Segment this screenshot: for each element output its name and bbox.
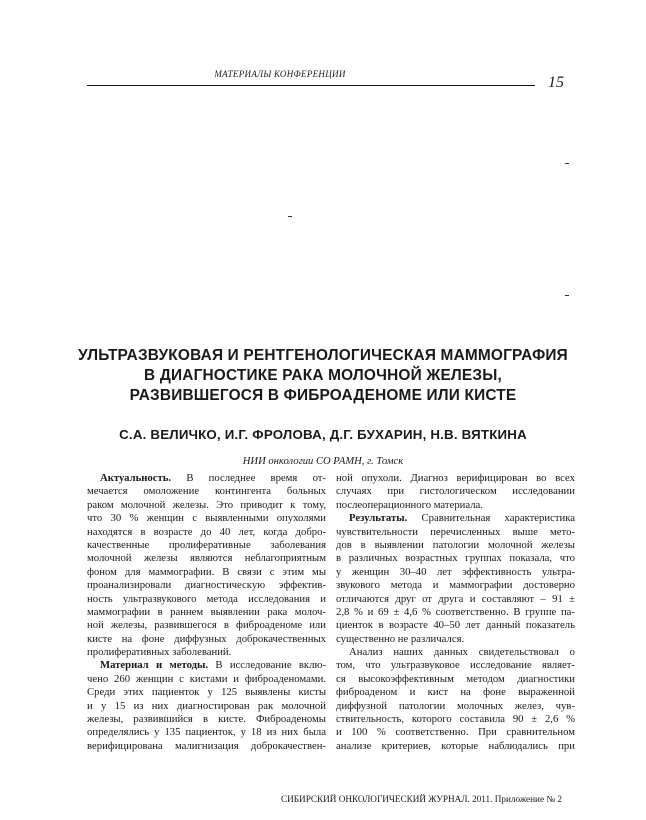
line-text: ся высокоэффективным методом диагностики: [336, 672, 575, 685]
title-line: УЛЬТРАЗВУКОВАЯ И РЕНТГЕНОЛОГИЧЕСКАЯ МАММОГРАФИЯ: [78, 347, 568, 364]
text-line: [87, 659, 326, 672]
title-line: В ДИАГНОСТИКЕ РАКА МОЛОЧНОЙ ЖЕЛЕЗЫ,: [144, 367, 502, 384]
line-text: звукового метода и маммографии достоверно: [336, 579, 575, 592]
section-heading: Материал и методы.: [100, 659, 209, 672]
line-text: циенток в возрасте 40–50 лет данный показатель: [336, 619, 575, 632]
text-line: [336, 713, 575, 726]
text-line: [336, 700, 575, 713]
text-line: [87, 606, 326, 619]
text-line: [336, 726, 575, 739]
text-line: [87, 593, 326, 606]
authors: С.А. ВЕЛИЧКО, И.Г. ФРОЛОВА, Д.Г. БУХАРИН, Н.В. ВЯТКИНА: [119, 427, 527, 442]
line-text: маммографии в раннем выявлении рака молоч-: [87, 605, 326, 618]
text-line: [87, 619, 326, 632]
section-heading: Актуальность.: [100, 472, 172, 484]
line-text: качественные пролиферативные заболевания: [87, 538, 326, 551]
line-text: ной опухоли. Диагноз верифицирован во всех: [336, 472, 575, 484]
line-text: Анализ наших данных свидетельствовал о: [349, 646, 575, 659]
text-line: [336, 646, 575, 659]
line-text: чувствительности перечисленных выше мето-: [336, 525, 575, 538]
line-text: железы, развившийся в кисте. Фиброаденомы: [87, 713, 326, 726]
title-line: РАЗВИВШЕГОСЯ В ФИБРОАДЕНОМЕ ИЛИ КИСТЕ: [129, 387, 517, 404]
line-text: существенно не различался.: [336, 632, 465, 645]
text-line: [336, 740, 575, 753]
line-text: анализе критериев, которые наблюдались при: [336, 739, 575, 752]
text-line: [87, 552, 326, 565]
line-text: и у 15 из них диагностирован рак молочной: [87, 699, 326, 712]
line-text: что 30 % женщин с выявленными опухолями: [87, 512, 326, 525]
text-line: [336, 619, 575, 632]
text-line: [87, 713, 326, 726]
text-line: [336, 579, 575, 592]
line-text: Среди этих пациенток у 125 выявлены кисты: [87, 686, 326, 699]
text-line: [87, 673, 326, 686]
journal-footer: СИБИРСКИЙ ОНКОЛОГИЧЕСКИЙ ЖУРНАЛ. 2011. Приложение № 2: [281, 794, 562, 804]
text-line: [336, 566, 575, 579]
section-heading: Результаты.: [349, 512, 408, 525]
line-text: том, что ультразвуковое исследование являет-: [336, 659, 575, 672]
margin-mark: [565, 163, 569, 164]
text-line: [336, 485, 575, 498]
line-text: 2,8 % и 69 ± 4,6 % соответственно. В группе па-: [336, 605, 575, 618]
right-column: [336, 472, 575, 753]
text-line: [87, 740, 326, 753]
line-text: ствительность, которого составила 90 ± 2,6 %: [336, 713, 575, 726]
line-text: пролиферативных заболеваний.: [87, 646, 232, 659]
text-line: [336, 526, 575, 539]
line-text: случаях при гистологическом исследовании: [336, 485, 575, 498]
running-head: МАТЕРИАЛЫ КОНФЕРЕНЦИИ: [214, 69, 346, 79]
line-text: ной железы, развившегося в фиброаденоме или: [87, 619, 326, 632]
text-line: [336, 499, 575, 512]
line-text: кисте на фоне диффузных доброкачественных: [87, 632, 326, 645]
line-text: верифицирована малигнизация доброкачествен-: [87, 739, 326, 752]
text-line: [87, 700, 326, 713]
line-text: В исследование вклю-: [208, 659, 326, 672]
text-line: [87, 726, 326, 739]
text-line: [87, 579, 326, 592]
line-text: находятся в возрасте до 40 лет, когда добро-: [87, 525, 326, 538]
line-text: ность ультразвукового метода исследования и: [87, 592, 326, 605]
line-text: Сравнительная характеристика: [407, 512, 575, 525]
text-line: [336, 673, 575, 686]
line-text: чено 260 женщин с кистами и фиброаденомами.: [87, 672, 326, 685]
line-text: в различных возрастных группах показала, что: [336, 552, 575, 565]
line-text: В последнее время от-: [171, 472, 326, 484]
text-line: [87, 499, 326, 512]
line-text: раком молочной железы. Это приводит к тому,: [87, 498, 326, 511]
line-text: отличаются друг от друга и составляют – 91 ±: [336, 592, 575, 605]
text-line: [336, 686, 575, 699]
text-line: [87, 485, 326, 498]
text-line: [87, 472, 326, 485]
line-text: дов в выявлении патологии молочной железы: [336, 538, 575, 551]
text-line: [336, 539, 575, 552]
line-text: определялись у 135 пациенток, у 18 из них была: [87, 726, 326, 739]
text-line: [87, 633, 326, 646]
left-column: [87, 472, 326, 753]
line-text: фиброаденом и кист на фоне выраженной: [336, 686, 575, 699]
header-rule: [87, 85, 535, 86]
margin-mark: [288, 216, 292, 217]
text-line: [336, 606, 575, 619]
text-line: [336, 552, 575, 565]
line-text: молочной железы являются неблагоприятным: [87, 552, 326, 565]
text-line: [336, 633, 575, 646]
line-text: проанализировали диагностическую эффектив-: [87, 579, 326, 592]
text-line: [87, 686, 326, 699]
line-text: послеоперационного материала.: [336, 498, 483, 511]
line-text: у женщин 30–40 лет эффективность ультра-: [336, 565, 575, 578]
line-text: диффузной патологии молочных желез, чув-: [336, 699, 575, 712]
text-line: [336, 659, 575, 672]
line-text: мечается омоложение контингента больных: [87, 485, 326, 498]
text-line: [87, 539, 326, 552]
article-title: [24, 346, 622, 406]
text-line: [87, 646, 326, 659]
text-line: [87, 512, 326, 525]
page-number: 15: [548, 74, 564, 91]
text-line: [87, 566, 326, 579]
text-line: [336, 512, 575, 525]
margin-mark: [565, 295, 569, 296]
line-text: и 100 % соответственно. При сравнительном: [336, 726, 575, 739]
line-text: фоном для маммографии. В связи с этим мы: [87, 565, 326, 578]
text-line: [87, 526, 326, 539]
affiliation: НИИ онкологии СО РАМН, г. Томск: [242, 456, 404, 467]
text-line: [336, 472, 575, 485]
text-line: [336, 593, 575, 606]
